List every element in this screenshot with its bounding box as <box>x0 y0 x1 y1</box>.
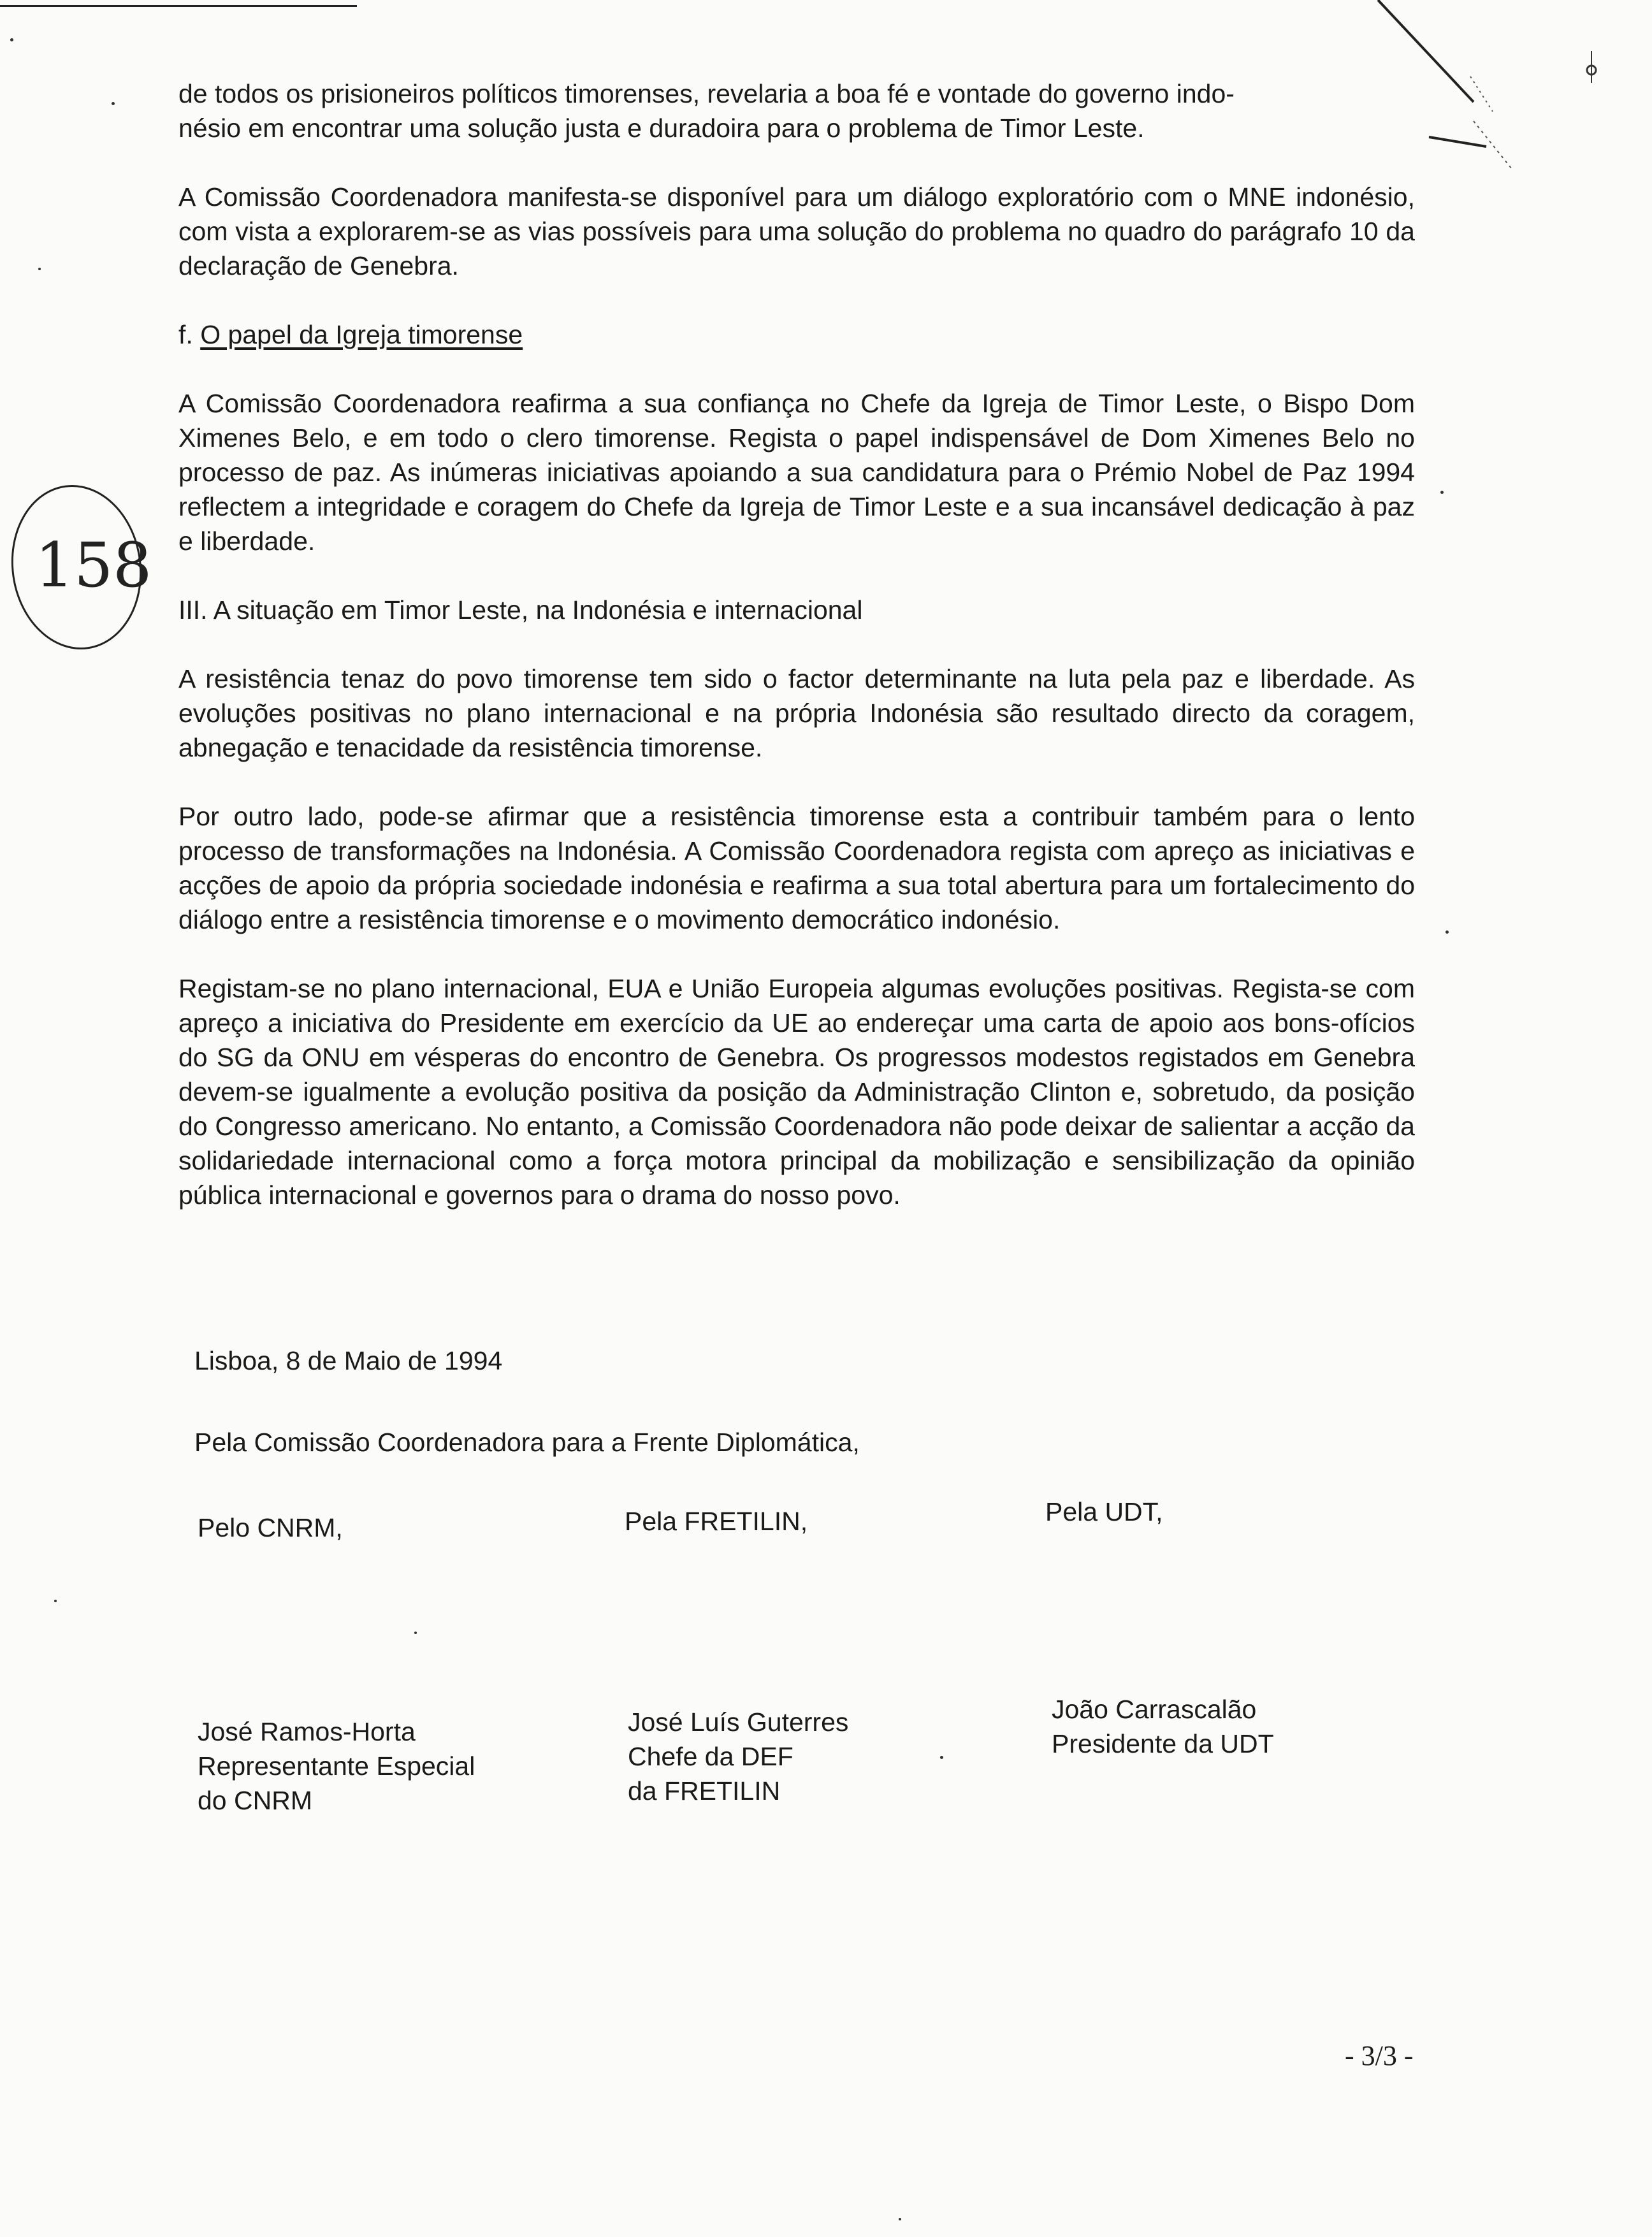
signatory-cnrm <box>198 1714 475 1818</box>
intro-line-1: de todos os prisioneiros políticos timorenses, revelaria a boa fé e vontade do governo indo- <box>178 79 1235 108</box>
signatory-role: do CNRM <box>198 1786 312 1815</box>
paragraph-church: A Comissão Coordenadora reafirma a sua confiança no Chefe da Igreja de Timor Leste, o Bispo Dom Ximenes Belo, e em todo o clero timorense. Regista o papel indispensável de Dom Ximenes Belo no processo de paz. As inúmeras iniciativas apoiando a sua candidatura para o Prémio Nobel de Paz 1994 reflectem a integridade e coragem do Chefe da Igreja de Timor Leste e a sua incansável dedicação à paz e liberdade. <box>178 389 1415 556</box>
page-number: - 3/3 - <box>1345 2040 1414 2071</box>
scan-speck <box>1440 491 1444 494</box>
scan-speck <box>38 268 41 270</box>
handwritten-number-text: 158 <box>35 530 152 601</box>
signatory-role: Chefe da DEF <box>628 1742 793 1771</box>
scan-speck <box>112 102 115 105</box>
paragraph-indonesia: Por outro lado, pode-se afirmar que a resistência timorense esta a contribuir também para o lento processo de transformações na Indonésia. A Comissão Coordenadora regista com apreço as iniciativas e acções de apoio da própria sociedade indonésia e reafirma a sua total abertura para um fortalecimento do diálogo entre a resistência timorense e o movimento democrático indonésio. <box>178 802 1415 934</box>
paragraph-international: Registam-se no plano internacional, EUA e União Europeia algumas evoluções positivas. Regista-se com apreço a iniciativa do Presidente em exercício da UE ao endereçar uma carta de apoio aos bons-ofícios do SG da ONU em vésperas do encontro de Genebra. Os progressos modestos registados em Genebra devem-se igualmente a evolução positiva da posição da Administração Clinton e, sobretudo, da posição do Congresso americano. No entanto, a Comissão Coordenadora não pode deixar de salientar a acção da solidariedade internacional como a força motora principal da mobilização e sensibilização da opinião pública internacional e governos para o drama do nosso povo. <box>178 974 1415 1210</box>
signatory-role: Representante Especial <box>198 1751 475 1781</box>
scan-speck <box>1446 930 1449 934</box>
on-behalf-line: Pela Comissão Coordenadora para a Frente Diplomática, <box>194 1428 860 1457</box>
scan-speck <box>414 1632 417 1634</box>
scan-speck <box>10 38 13 41</box>
section-iii-heading: III. A situação em Timor Leste, na Indonésia e internacional <box>178 595 863 625</box>
place-date: Lisboa, 8 de Maio de 1994 <box>194 1346 503 1375</box>
intro-line-2: nésio em encontrar uma solução justa e duradoira para o problema de Timor Leste. <box>178 113 1145 143</box>
section-f-title: O papel da Igreja timorense <box>200 320 523 349</box>
signatory-name: José Luís Guterres <box>628 1707 849 1737</box>
signatory-name: João Carrascalão <box>1052 1695 1257 1724</box>
signatory-label-cnrm: Pelo CNRM, <box>198 1513 343 1542</box>
section-f-heading <box>178 317 1415 352</box>
scan-speck <box>899 2218 901 2220</box>
signatory-label-fretilin: Pela FRETILIN, <box>625 1507 808 1536</box>
signatory-name: José Ramos-Horta <box>198 1717 416 1746</box>
section-f-prefix: f. <box>178 320 193 349</box>
signatory-role: Presidente da UDT <box>1052 1729 1274 1758</box>
paragraph-resistance: A resistência tenaz do povo timorense tem sido o factor determinante na luta pela paz e liberdade. As evoluções positivas no plano internacional e na própria Indonésia são resultado directo da coragem, abnegação e tenacidade da resistência timorense. <box>178 664 1415 762</box>
paragraph-dialogue: A Comissão Coordenadora manifesta-se disponível para um diálogo exploratório com o MNE indonésio, com vista a explorarem-se as vias possíveis para uma solução do problema no quadro do parágrafo 10 da declaração de Genebra. <box>178 182 1415 280</box>
handwritten-page-number <box>0 472 166 663</box>
document-body <box>178 76 1415 1212</box>
signatory-udt <box>1052 1692 1274 1761</box>
scan-speck <box>54 1600 57 1602</box>
scan-speck <box>940 1756 943 1759</box>
signatory-fretilin <box>628 1705 848 1808</box>
scan-edge-line <box>0 5 357 7</box>
signatory-label-udt: Pela UDT, <box>1045 1497 1163 1526</box>
signatory-role: da FRETILIN <box>628 1776 781 1806</box>
